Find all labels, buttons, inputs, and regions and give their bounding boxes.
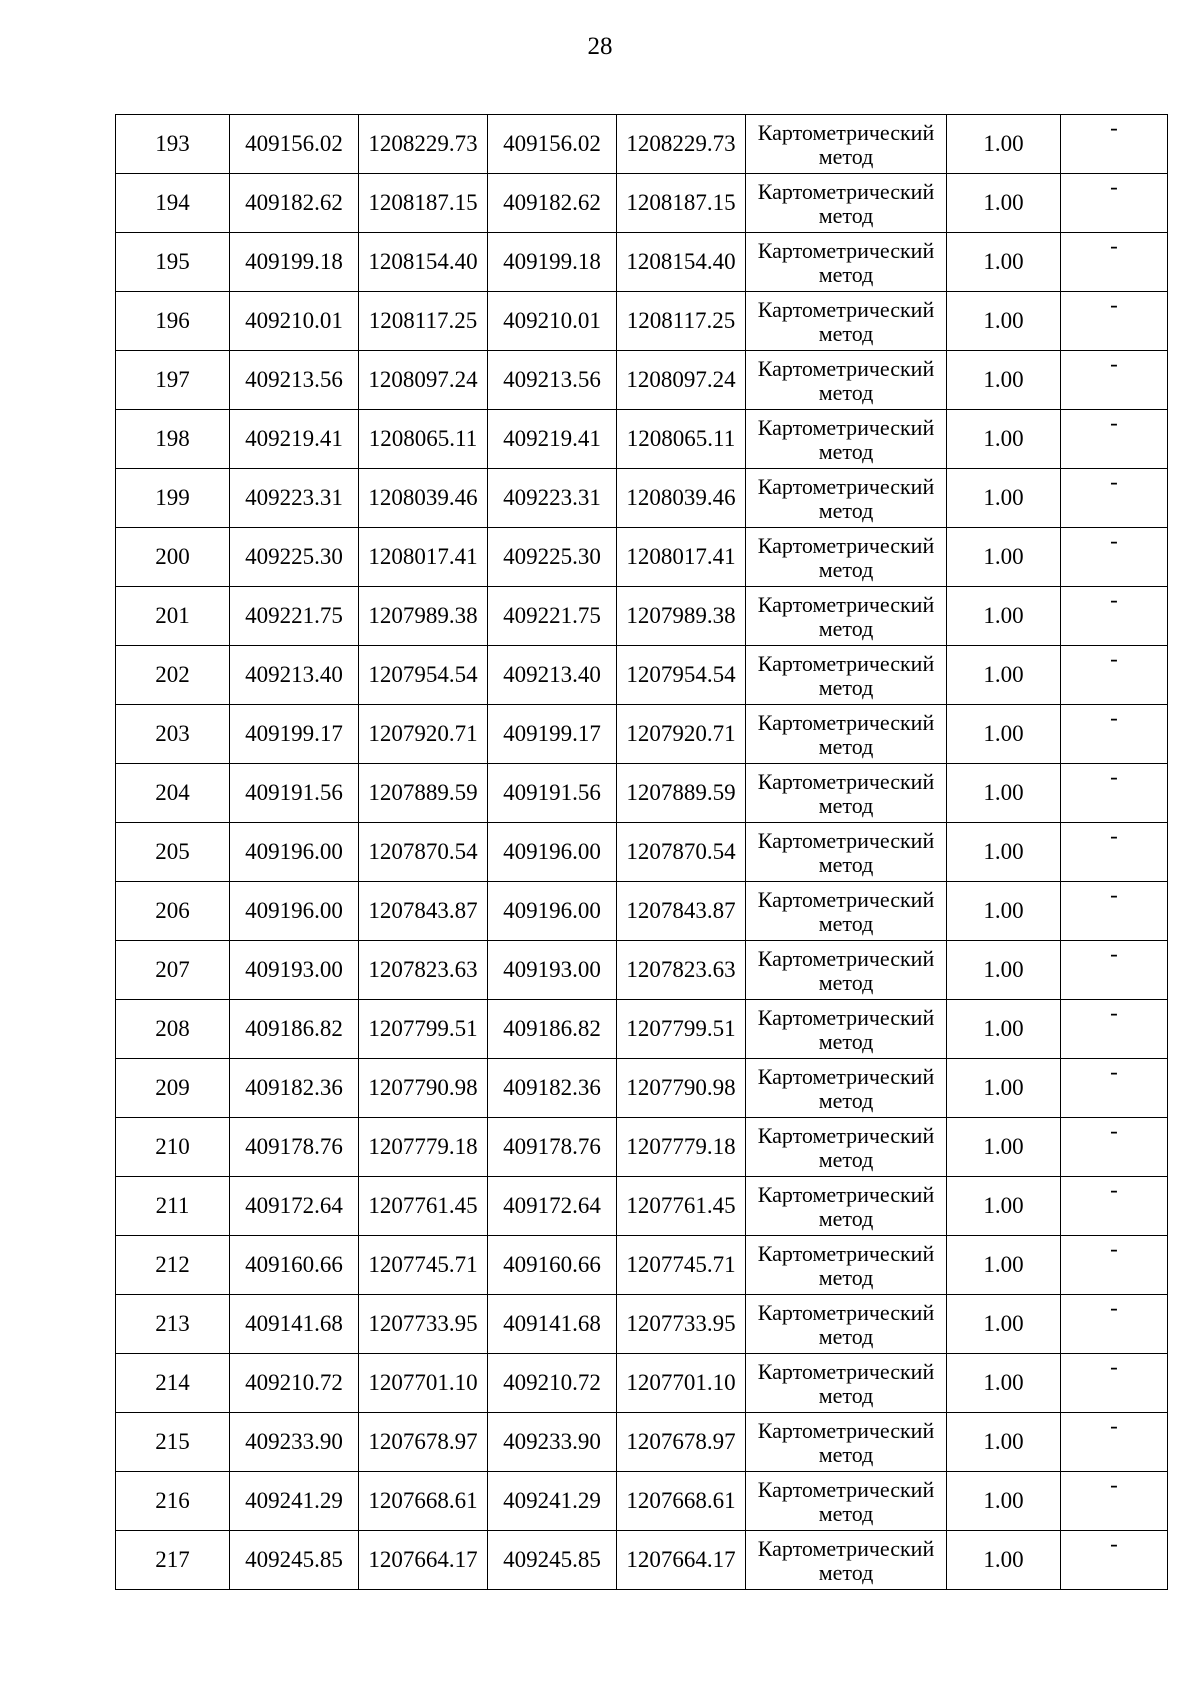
x-coordinate-repeat-cell: 409160.66 bbox=[488, 1236, 617, 1295]
method-cell bbox=[746, 115, 947, 174]
y-coordinate-repeat-cell: 1207779.18 bbox=[617, 1118, 746, 1177]
accuracy-cell: 1.00 bbox=[947, 764, 1061, 823]
method-line-1: Картометрический bbox=[757, 1476, 935, 1502]
accuracy-cell: 1.00 bbox=[947, 233, 1061, 292]
y-coordinate-cell: 1208154.40 bbox=[359, 233, 488, 292]
method-line-2: метод bbox=[818, 1087, 874, 1113]
method-line-2: метод bbox=[818, 1559, 874, 1585]
note-cell: - bbox=[1061, 115, 1168, 174]
table-row bbox=[116, 705, 1168, 764]
method-cell bbox=[746, 1472, 947, 1531]
point-number-cell: 195 bbox=[116, 233, 230, 292]
note-cell: - bbox=[1061, 1354, 1168, 1413]
point-number-cell: 199 bbox=[116, 469, 230, 528]
point-number-cell: 205 bbox=[116, 823, 230, 882]
x-coordinate-repeat-cell: 409172.64 bbox=[488, 1177, 617, 1236]
table-row bbox=[116, 115, 1168, 174]
method-line-1: Картометрический bbox=[757, 768, 935, 794]
y-coordinate-cell: 1208097.24 bbox=[359, 351, 488, 410]
y-coordinate-repeat-cell: 1207733.95 bbox=[617, 1295, 746, 1354]
point-number-cell: 209 bbox=[116, 1059, 230, 1118]
y-coordinate-repeat-cell: 1208229.73 bbox=[617, 115, 746, 174]
x-coordinate-repeat-cell: 409210.72 bbox=[488, 1354, 617, 1413]
x-coordinate-repeat-cell: 409210.01 bbox=[488, 292, 617, 351]
y-coordinate-repeat-cell: 1208187.15 bbox=[617, 174, 746, 233]
point-number-cell: 194 bbox=[116, 174, 230, 233]
method-cell bbox=[746, 646, 947, 705]
y-coordinate-repeat-cell: 1208039.46 bbox=[617, 469, 746, 528]
method-line-2: метод bbox=[818, 1382, 874, 1408]
x-coordinate-cell: 409225.30 bbox=[230, 528, 359, 587]
note-cell: - bbox=[1061, 823, 1168, 882]
accuracy-cell: 1.00 bbox=[947, 115, 1061, 174]
point-number-cell: 203 bbox=[116, 705, 230, 764]
y-coordinate-cell: 1208187.15 bbox=[359, 174, 488, 233]
method-line-2: метод bbox=[818, 969, 874, 995]
method-line-1: Картометрический bbox=[757, 473, 935, 499]
y-coordinate-cell: 1207920.71 bbox=[359, 705, 488, 764]
method-cell bbox=[746, 1059, 947, 1118]
method-line-2: метод bbox=[818, 1028, 874, 1054]
method-line-2: метод bbox=[818, 497, 874, 523]
point-number-cell: 197 bbox=[116, 351, 230, 410]
table-row bbox=[116, 292, 1168, 351]
method-line-2: метод bbox=[818, 1205, 874, 1231]
x-coordinate-repeat-cell: 409196.00 bbox=[488, 823, 617, 882]
table-row bbox=[116, 174, 1168, 233]
note-cell: - bbox=[1061, 587, 1168, 646]
accuracy-cell: 1.00 bbox=[947, 469, 1061, 528]
point-number-cell: 214 bbox=[116, 1354, 230, 1413]
x-coordinate-cell: 409210.72 bbox=[230, 1354, 359, 1413]
x-coordinate-repeat-cell: 409213.40 bbox=[488, 646, 617, 705]
method-cell bbox=[746, 292, 947, 351]
method-line-2: метод bbox=[818, 1146, 874, 1172]
y-coordinate-repeat-cell: 1208017.41 bbox=[617, 528, 746, 587]
y-coordinate-cell: 1208117.25 bbox=[359, 292, 488, 351]
x-coordinate-repeat-cell: 409193.00 bbox=[488, 941, 617, 1000]
method-line-1: Картометрический bbox=[757, 1417, 935, 1443]
x-coordinate-cell: 409213.40 bbox=[230, 646, 359, 705]
y-coordinate-cell: 1207761.45 bbox=[359, 1177, 488, 1236]
x-coordinate-repeat-cell: 409191.56 bbox=[488, 764, 617, 823]
note-cell: - bbox=[1061, 882, 1168, 941]
y-coordinate-cell: 1207745.71 bbox=[359, 1236, 488, 1295]
method-cell bbox=[746, 941, 947, 1000]
x-coordinate-repeat-cell: 409221.75 bbox=[488, 587, 617, 646]
x-coordinate-repeat-cell: 409141.68 bbox=[488, 1295, 617, 1354]
y-coordinate-cell: 1207799.51 bbox=[359, 1000, 488, 1059]
y-coordinate-cell: 1207870.54 bbox=[359, 823, 488, 882]
y-coordinate-repeat-cell: 1207799.51 bbox=[617, 1000, 746, 1059]
x-coordinate-cell: 409221.75 bbox=[230, 587, 359, 646]
x-coordinate-cell: 409233.90 bbox=[230, 1413, 359, 1472]
x-coordinate-repeat-cell: 409241.29 bbox=[488, 1472, 617, 1531]
accuracy-cell: 1.00 bbox=[947, 941, 1061, 1000]
accuracy-cell: 1.00 bbox=[947, 646, 1061, 705]
y-coordinate-cell: 1207843.87 bbox=[359, 882, 488, 941]
y-coordinate-cell: 1207989.38 bbox=[359, 587, 488, 646]
method-line-2: метод bbox=[818, 438, 874, 464]
note-cell: - bbox=[1061, 1000, 1168, 1059]
method-line-1: Картометрический bbox=[757, 1122, 935, 1148]
note-cell: - bbox=[1061, 941, 1168, 1000]
point-number-cell: 211 bbox=[116, 1177, 230, 1236]
note-cell: - bbox=[1061, 469, 1168, 528]
method-cell bbox=[746, 1354, 947, 1413]
method-line-2: метод bbox=[818, 1441, 874, 1467]
accuracy-cell: 1.00 bbox=[947, 1059, 1061, 1118]
point-number-cell: 193 bbox=[116, 115, 230, 174]
method-line-2: метод bbox=[818, 556, 874, 582]
method-line-2: метод bbox=[818, 910, 874, 936]
table-body bbox=[116, 115, 1168, 1590]
x-coordinate-cell: 409178.76 bbox=[230, 1118, 359, 1177]
x-coordinate-cell: 409210.01 bbox=[230, 292, 359, 351]
method-cell bbox=[746, 1236, 947, 1295]
method-line-2: метод bbox=[818, 320, 874, 346]
y-coordinate-repeat-cell: 1207664.17 bbox=[617, 1531, 746, 1590]
page-number: 28 bbox=[587, 33, 613, 60]
method-cell bbox=[746, 469, 947, 528]
accuracy-cell: 1.00 bbox=[947, 1177, 1061, 1236]
table-row bbox=[116, 764, 1168, 823]
y-coordinate-cell: 1207823.63 bbox=[359, 941, 488, 1000]
table-row bbox=[116, 410, 1168, 469]
table-row bbox=[116, 1059, 1168, 1118]
note-cell: - bbox=[1061, 1531, 1168, 1590]
note-cell: - bbox=[1061, 1177, 1168, 1236]
y-coordinate-cell: 1207790.98 bbox=[359, 1059, 488, 1118]
y-coordinate-cell: 1208039.46 bbox=[359, 469, 488, 528]
note-cell: - bbox=[1061, 1413, 1168, 1472]
x-coordinate-repeat-cell: 409213.56 bbox=[488, 351, 617, 410]
x-coordinate-repeat-cell: 409196.00 bbox=[488, 882, 617, 941]
method-line-2: метод bbox=[818, 733, 874, 759]
x-coordinate-cell: 409193.00 bbox=[230, 941, 359, 1000]
accuracy-cell: 1.00 bbox=[947, 882, 1061, 941]
table-row bbox=[116, 1354, 1168, 1413]
method-cell bbox=[746, 764, 947, 823]
method-line-1: Картометрический bbox=[757, 1240, 935, 1266]
method-line-1: Картометрический bbox=[757, 591, 935, 617]
table-row bbox=[116, 528, 1168, 587]
accuracy-cell: 1.00 bbox=[947, 1118, 1061, 1177]
note-cell: - bbox=[1061, 1118, 1168, 1177]
x-coordinate-repeat-cell: 409178.76 bbox=[488, 1118, 617, 1177]
table-row bbox=[116, 1236, 1168, 1295]
x-coordinate-cell: 409199.17 bbox=[230, 705, 359, 764]
accuracy-cell: 1.00 bbox=[947, 1295, 1061, 1354]
method-line-1: Картометрический bbox=[757, 827, 935, 853]
y-coordinate-repeat-cell: 1207745.71 bbox=[617, 1236, 746, 1295]
x-coordinate-cell: 409156.02 bbox=[230, 115, 359, 174]
method-line-1: Картометрический bbox=[757, 237, 935, 263]
x-coordinate-cell: 409141.68 bbox=[230, 1295, 359, 1354]
method-cell bbox=[746, 410, 947, 469]
method-line-1: Картометрический bbox=[757, 1063, 935, 1089]
y-coordinate-repeat-cell: 1208065.11 bbox=[617, 410, 746, 469]
method-cell bbox=[746, 1118, 947, 1177]
table-row bbox=[116, 1295, 1168, 1354]
x-coordinate-repeat-cell: 409245.85 bbox=[488, 1531, 617, 1590]
accuracy-cell: 1.00 bbox=[947, 587, 1061, 646]
method-line-1: Картометрический bbox=[757, 119, 935, 145]
method-line-1: Картометрический bbox=[757, 414, 935, 440]
note-cell: - bbox=[1061, 410, 1168, 469]
method-line-1: Картометрический bbox=[757, 945, 935, 971]
method-line-1: Картометрический bbox=[757, 650, 935, 676]
table-row bbox=[116, 646, 1168, 705]
method-line-2: метод bbox=[818, 379, 874, 405]
method-line-2: метод bbox=[818, 261, 874, 287]
point-number-cell: 215 bbox=[116, 1413, 230, 1472]
y-coordinate-cell: 1207678.97 bbox=[359, 1413, 488, 1472]
y-coordinate-repeat-cell: 1208117.25 bbox=[617, 292, 746, 351]
y-coordinate-repeat-cell: 1208154.40 bbox=[617, 233, 746, 292]
method-cell bbox=[746, 587, 947, 646]
note-cell: - bbox=[1061, 1295, 1168, 1354]
note-cell: - bbox=[1061, 1472, 1168, 1531]
method-cell bbox=[746, 1295, 947, 1354]
method-line-2: метод bbox=[818, 1500, 874, 1526]
note-cell: - bbox=[1061, 705, 1168, 764]
y-coordinate-repeat-cell: 1207678.97 bbox=[617, 1413, 746, 1472]
accuracy-cell: 1.00 bbox=[947, 292, 1061, 351]
x-coordinate-repeat-cell: 409233.90 bbox=[488, 1413, 617, 1472]
y-coordinate-repeat-cell: 1207989.38 bbox=[617, 587, 746, 646]
table-row bbox=[116, 351, 1168, 410]
x-coordinate-cell: 409199.18 bbox=[230, 233, 359, 292]
accuracy-cell: 1.00 bbox=[947, 1000, 1061, 1059]
y-coordinate-cell: 1207889.59 bbox=[359, 764, 488, 823]
x-coordinate-repeat-cell: 409223.31 bbox=[488, 469, 617, 528]
x-coordinate-cell: 409172.64 bbox=[230, 1177, 359, 1236]
table-row bbox=[116, 1531, 1168, 1590]
method-cell bbox=[746, 705, 947, 764]
y-coordinate-repeat-cell: 1208097.24 bbox=[617, 351, 746, 410]
point-number-cell: 196 bbox=[116, 292, 230, 351]
point-number-cell: 202 bbox=[116, 646, 230, 705]
method-line-1: Картометрический bbox=[757, 532, 935, 558]
table-row bbox=[116, 1472, 1168, 1531]
method-line-1: Картометрический bbox=[757, 1004, 935, 1030]
point-number-cell: 198 bbox=[116, 410, 230, 469]
point-number-cell: 207 bbox=[116, 941, 230, 1000]
table-row bbox=[116, 1000, 1168, 1059]
x-coordinate-cell: 409213.56 bbox=[230, 351, 359, 410]
table-row bbox=[116, 941, 1168, 1000]
y-coordinate-repeat-cell: 1207790.98 bbox=[617, 1059, 746, 1118]
point-number-cell: 216 bbox=[116, 1472, 230, 1531]
method-line-1: Картометрический bbox=[757, 709, 935, 735]
method-cell bbox=[746, 882, 947, 941]
method-cell bbox=[746, 351, 947, 410]
note-cell: - bbox=[1061, 1236, 1168, 1295]
x-coordinate-cell: 409160.66 bbox=[230, 1236, 359, 1295]
method-line-2: метод bbox=[818, 615, 874, 641]
y-coordinate-cell: 1208065.11 bbox=[359, 410, 488, 469]
x-coordinate-repeat-cell: 409156.02 bbox=[488, 115, 617, 174]
method-line-1: Картометрический bbox=[757, 886, 935, 912]
y-coordinate-cell: 1207668.61 bbox=[359, 1472, 488, 1531]
y-coordinate-cell: 1207701.10 bbox=[359, 1354, 488, 1413]
method-cell bbox=[746, 233, 947, 292]
x-coordinate-cell: 409241.29 bbox=[230, 1472, 359, 1531]
accuracy-cell: 1.00 bbox=[947, 528, 1061, 587]
method-line-2: метод bbox=[818, 143, 874, 169]
table-row bbox=[116, 882, 1168, 941]
method-line-2: метод bbox=[818, 674, 874, 700]
method-line-2: метод bbox=[818, 792, 874, 818]
y-coordinate-repeat-cell: 1207843.87 bbox=[617, 882, 746, 941]
method-line-2: метод bbox=[818, 1264, 874, 1290]
y-coordinate-cell: 1208017.41 bbox=[359, 528, 488, 587]
table-row bbox=[116, 1177, 1168, 1236]
accuracy-cell: 1.00 bbox=[947, 351, 1061, 410]
table-row bbox=[116, 823, 1168, 882]
y-coordinate-repeat-cell: 1207668.61 bbox=[617, 1472, 746, 1531]
table-row bbox=[116, 233, 1168, 292]
point-number-cell: 217 bbox=[116, 1531, 230, 1590]
accuracy-cell: 1.00 bbox=[947, 174, 1061, 233]
x-coordinate-cell: 409191.56 bbox=[230, 764, 359, 823]
y-coordinate-repeat-cell: 1207889.59 bbox=[617, 764, 746, 823]
method-cell bbox=[746, 174, 947, 233]
accuracy-cell: 1.00 bbox=[947, 705, 1061, 764]
note-cell: - bbox=[1061, 764, 1168, 823]
y-coordinate-cell: 1207733.95 bbox=[359, 1295, 488, 1354]
x-coordinate-cell: 409182.62 bbox=[230, 174, 359, 233]
point-number-cell: 204 bbox=[116, 764, 230, 823]
point-number-cell: 213 bbox=[116, 1295, 230, 1354]
method-cell bbox=[746, 1177, 947, 1236]
note-cell: - bbox=[1061, 233, 1168, 292]
method-line-2: метод bbox=[818, 202, 874, 228]
table-row bbox=[116, 1118, 1168, 1177]
accuracy-cell: 1.00 bbox=[947, 1236, 1061, 1295]
y-coordinate-repeat-cell: 1207920.71 bbox=[617, 705, 746, 764]
accuracy-cell: 1.00 bbox=[947, 1354, 1061, 1413]
method-line-1: Картометрический bbox=[757, 296, 935, 322]
x-coordinate-repeat-cell: 409219.41 bbox=[488, 410, 617, 469]
accuracy-cell: 1.00 bbox=[947, 1472, 1061, 1531]
x-coordinate-cell: 409186.82 bbox=[230, 1000, 359, 1059]
method-line-2: метод bbox=[818, 1323, 874, 1349]
table-row bbox=[116, 587, 1168, 646]
table-row bbox=[116, 469, 1168, 528]
accuracy-cell: 1.00 bbox=[947, 1413, 1061, 1472]
point-number-cell: 200 bbox=[116, 528, 230, 587]
y-coordinate-repeat-cell: 1207701.10 bbox=[617, 1354, 746, 1413]
y-coordinate-repeat-cell: 1207954.54 bbox=[617, 646, 746, 705]
method-line-1: Картометрический bbox=[757, 1358, 935, 1384]
method-line-1: Картометрический bbox=[757, 1181, 935, 1207]
accuracy-cell: 1.00 bbox=[947, 823, 1061, 882]
method-cell bbox=[746, 1531, 947, 1590]
x-coordinate-cell: 409182.36 bbox=[230, 1059, 359, 1118]
x-coordinate-cell: 409245.85 bbox=[230, 1531, 359, 1590]
method-cell bbox=[746, 528, 947, 587]
method-line-1: Картометрический bbox=[757, 1535, 935, 1561]
method-line-2: метод bbox=[818, 851, 874, 877]
point-number-cell: 208 bbox=[116, 1000, 230, 1059]
note-cell: - bbox=[1061, 174, 1168, 233]
y-coordinate-cell: 1207779.18 bbox=[359, 1118, 488, 1177]
coordinates-table bbox=[115, 114, 1168, 1590]
x-coordinate-repeat-cell: 409225.30 bbox=[488, 528, 617, 587]
note-cell: - bbox=[1061, 528, 1168, 587]
point-number-cell: 206 bbox=[116, 882, 230, 941]
y-coordinate-repeat-cell: 1207761.45 bbox=[617, 1177, 746, 1236]
note-cell: - bbox=[1061, 351, 1168, 410]
point-number-cell: 212 bbox=[116, 1236, 230, 1295]
note-cell: - bbox=[1061, 292, 1168, 351]
x-coordinate-repeat-cell: 409182.62 bbox=[488, 174, 617, 233]
method-line-1: Картометрический bbox=[757, 178, 935, 204]
y-coordinate-cell: 1208229.73 bbox=[359, 115, 488, 174]
x-coordinate-repeat-cell: 409182.36 bbox=[488, 1059, 617, 1118]
x-coordinate-repeat-cell: 409186.82 bbox=[488, 1000, 617, 1059]
y-coordinate-repeat-cell: 1207870.54 bbox=[617, 823, 746, 882]
x-coordinate-cell: 409219.41 bbox=[230, 410, 359, 469]
method-line-1: Картометрический bbox=[757, 1299, 935, 1325]
y-coordinate-cell: 1207664.17 bbox=[359, 1531, 488, 1590]
x-coordinate-repeat-cell: 409199.18 bbox=[488, 233, 617, 292]
y-coordinate-cell: 1207954.54 bbox=[359, 646, 488, 705]
method-cell bbox=[746, 1000, 947, 1059]
table-row bbox=[116, 1413, 1168, 1472]
point-number-cell: 210 bbox=[116, 1118, 230, 1177]
x-coordinate-repeat-cell: 409199.17 bbox=[488, 705, 617, 764]
accuracy-cell: 1.00 bbox=[947, 410, 1061, 469]
accuracy-cell: 1.00 bbox=[947, 1531, 1061, 1590]
y-coordinate-repeat-cell: 1207823.63 bbox=[617, 941, 746, 1000]
point-number-cell: 201 bbox=[116, 587, 230, 646]
method-cell bbox=[746, 823, 947, 882]
x-coordinate-cell: 409223.31 bbox=[230, 469, 359, 528]
note-cell: - bbox=[1061, 646, 1168, 705]
x-coordinate-cell: 409196.00 bbox=[230, 882, 359, 941]
note-cell: - bbox=[1061, 1059, 1168, 1118]
x-coordinate-cell: 409196.00 bbox=[230, 823, 359, 882]
method-line-1: Картометрический bbox=[757, 355, 935, 381]
method-cell bbox=[746, 1413, 947, 1472]
